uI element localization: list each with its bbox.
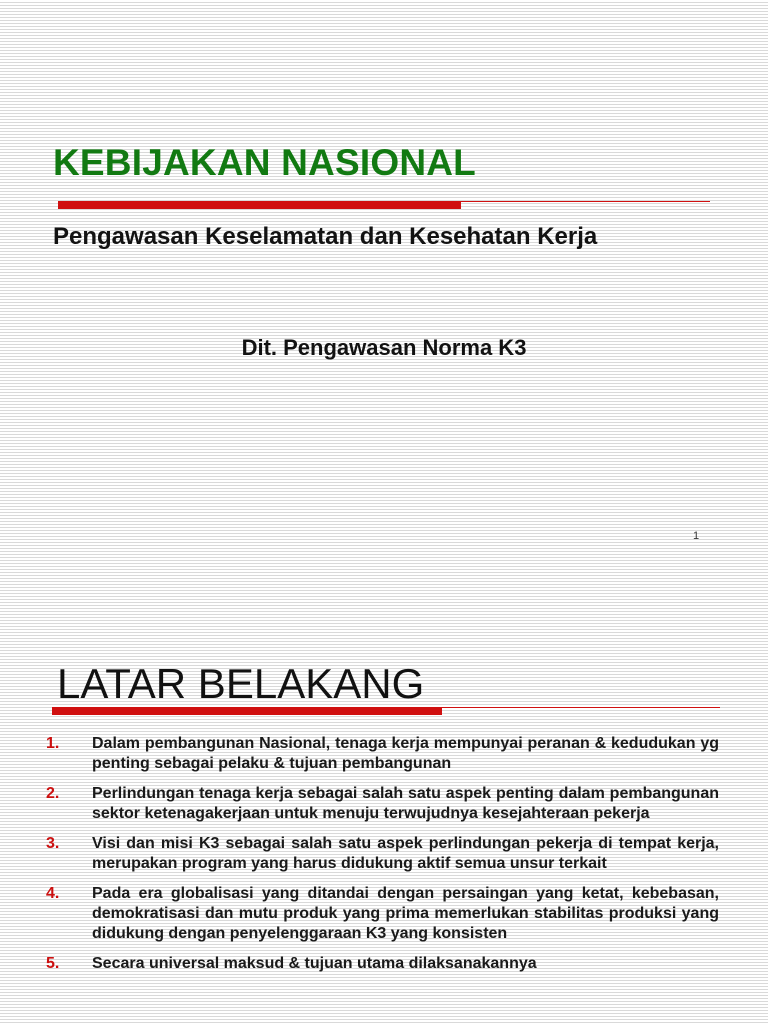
slide-title: KEBIJAKAN NASIONAL <box>53 142 476 183</box>
slide-subtitle: Pengawasan Keselamatan dan Kesehatan Kerja <box>53 223 598 250</box>
title-underline-thin <box>442 707 720 708</box>
list-item <box>0 954 768 974</box>
list-item <box>0 834 768 874</box>
list-item-number: 2. <box>46 785 60 802</box>
author-line <box>0 335 768 361</box>
list-item <box>0 884 768 944</box>
list-item-number: 1. <box>46 735 60 752</box>
list-item <box>0 784 768 824</box>
title-underline-thin <box>461 201 710 202</box>
title-underline-thick <box>58 201 461 209</box>
list-item-text: Visi dan misi K3 sebagai salah satu aspek perlindungan pekerja di tempat kerja, merupakan program yang harus didukung aktif semua unsur terkait <box>92 835 719 872</box>
list-item-text: Perlindungan tenaga kerja sebagai salah satu aspek penting dalam pembangunan sektor ketenagakerjaan untuk menuju terwujudnya kesejahteraan pekerja <box>92 785 719 822</box>
list-item-number: 4. <box>46 885 60 902</box>
author-text: Dit. Pengawasan Norma K3 <box>241 335 527 360</box>
list-item-number: 3. <box>46 835 60 852</box>
slide-number: 1 <box>693 530 700 542</box>
list-item-number: 5. <box>46 955 60 972</box>
slide-title: LATAR BELAKANG <box>57 660 425 707</box>
list-item-text: Pada era globalisasi yang ditandai dengan persaingan yang ketat, kebebasan, demokratisasi dan mutu produk yang prima memerlukan stabilitas produksi yang didukung dengan penyelenggaraan K3 yang konsisten <box>92 885 719 942</box>
list-item-text: Secara universal maksud & tujuan utama dilaksanakannya <box>92 955 537 972</box>
numbered-list <box>0 734 768 984</box>
list-item <box>0 734 768 774</box>
content-slide <box>0 580 768 1024</box>
title-underline-thick <box>52 707 442 715</box>
list-item-text: Dalam pembangunan Nasional, tenaga kerja mempunyai peranan & kedudukan yg penting sebagai pelaku & tujuan pembangunan <box>92 735 719 772</box>
